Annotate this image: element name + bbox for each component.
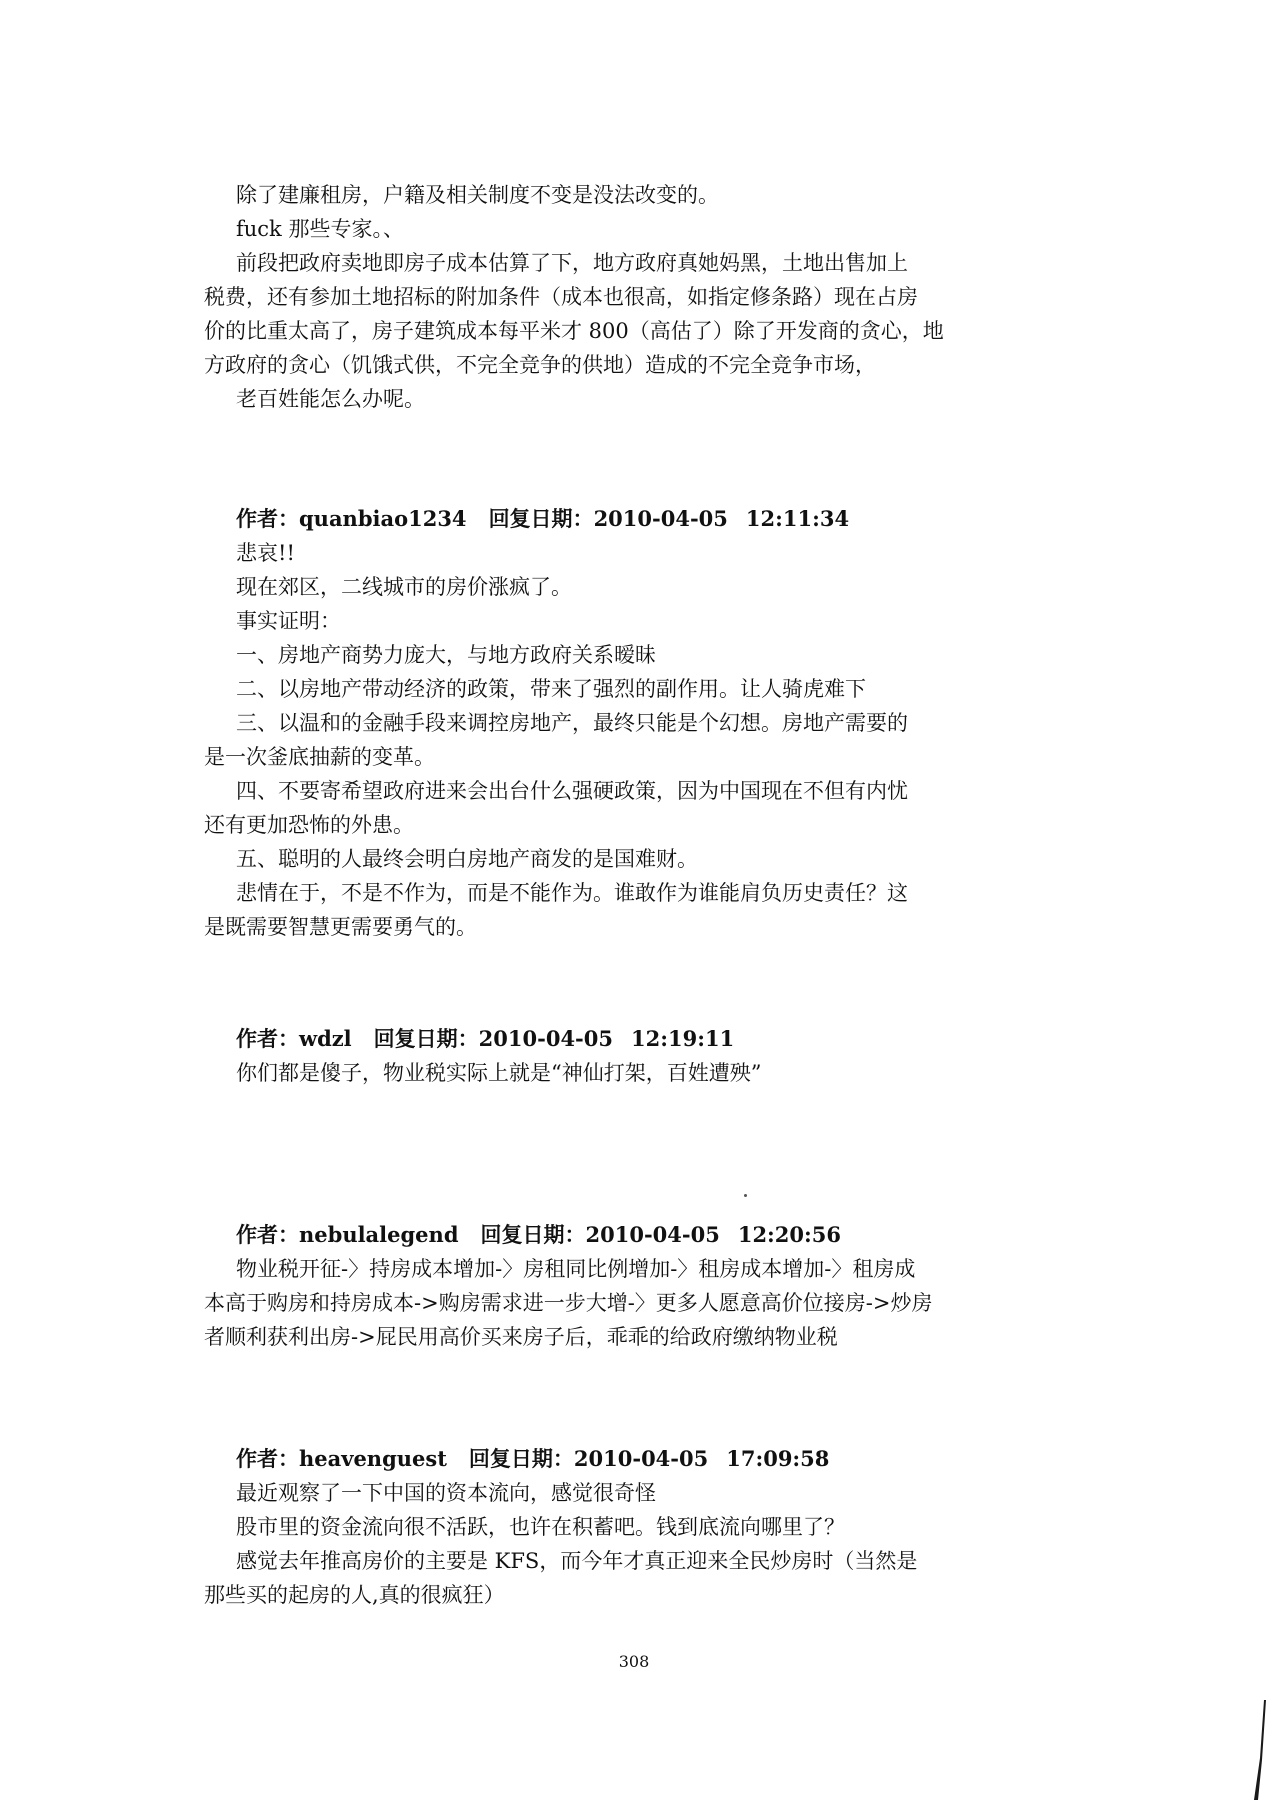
scan-edge-mark: [1248, 1700, 1268, 1800]
date-label: 回复日期：: [488, 506, 594, 531]
scan-speck: [744, 1194, 747, 1197]
post-wdzl: [204, 1022, 1054, 1090]
date-label: 回复日期：: [480, 1222, 586, 1247]
post-time: 17:09:58: [726, 1446, 830, 1471]
post-time: 12:20:56: [737, 1222, 842, 1247]
date-label: 回复日期：: [468, 1446, 574, 1471]
text-line: 是一次釜底抽薪的变革。: [204, 745, 435, 769]
text-line: 二、以房地产带动经济的政策，带来了强烈的副作用。让人骑虎难下: [236, 677, 866, 701]
intro-block: [204, 178, 1054, 416]
text-line: 是既需要智慧更需要勇气的。: [204, 915, 477, 939]
text-line: 那些买的起房的人,真的很疯狂）: [204, 1583, 505, 1607]
text-line: fuck 那些专家。、: [236, 217, 404, 241]
post-heavenguest: [204, 1442, 1054, 1612]
text-line: 感觉去年推高房价的主要是 KFS，而今年才真正迎来全民炒房时（当然是: [236, 1549, 918, 1573]
post-time: 12:11:34: [745, 506, 850, 531]
post-header: [204, 1218, 1054, 1252]
text-line: 老百姓能怎么办呢。: [236, 387, 425, 411]
text-line: 者顺利获利出房->屁民用高价买来房子后，乖乖的给政府缴纳物业税: [204, 1325, 838, 1349]
author-label: 作者：: [236, 1222, 299, 1247]
author-label: 作者：: [236, 506, 299, 531]
post-header: [204, 502, 1054, 536]
post-date: 2010-04-05: [478, 1026, 613, 1051]
text-line: 物业税开征-〉持房成本增加-〉房租同比例增加-〉租房成本增加-〉租房成: [236, 1257, 916, 1281]
author-name: nebulalegend: [299, 1222, 459, 1247]
text-line: 一、房地产商势力庞大，与地方政府关系暧昧: [236, 643, 656, 667]
author-name: quanbiao1234: [299, 506, 467, 531]
text-line: 税费，还有参加土地招标的附加条件（成本也很高，如指定修条路）现在占房: [204, 285, 918, 309]
author-name: wdzl: [299, 1026, 352, 1051]
text-line: 本高于购房和持房成本->购房需求进一步大增-〉更多人愿意高价位接房->炒房: [204, 1291, 933, 1315]
post-header: [204, 1022, 1054, 1056]
text-line: 除了建廉租房，户籍及相关制度不变是没法改变的。: [236, 183, 719, 207]
text-line: 悲哀!!: [236, 541, 295, 565]
text-line: 前段把政府卖地即房子成本估算了下，地方政府真她妈黑，土地出售加上: [236, 251, 908, 275]
text-line: 最近观察了一下中国的资本流向，感觉很奇怪: [236, 1481, 656, 1505]
post-date: 2010-04-05: [593, 506, 728, 531]
text-line: 股市里的资金流向很不活跃，也许在积蓄吧。钱到底流向哪里了？: [236, 1515, 845, 1539]
post-nebulalegend: [204, 1218, 1054, 1354]
author-name: heavenguest: [299, 1446, 447, 1471]
text-line: 悲情在于，不是不作为，而是不能作为。谁敢作为谁能肩负历史责任？这: [236, 881, 908, 905]
text-line: 价的比重太高了，房子建筑成本每平米才 800（高估了）除了开发商的贪心，地: [204, 319, 944, 343]
post-date: 2010-04-05: [585, 1222, 720, 1247]
author-label: 作者：: [236, 1446, 299, 1471]
text-line: 四、不要寄希望政府进来会出台什么强硬政策，因为中国现在不但有内忧: [236, 779, 908, 803]
page-number: 308: [618, 1652, 650, 1671]
date-label: 回复日期：: [373, 1026, 479, 1051]
text-line: 五、聪明的人最终会明白房地产商发的是国难财。: [236, 847, 698, 871]
post-header: [204, 1442, 1054, 1476]
author-label: 作者：: [236, 1026, 299, 1051]
post-date: 2010-04-05: [573, 1446, 709, 1471]
text-line: 现在郊区，二线城市的房价涨疯了。: [236, 575, 572, 599]
post-time: 12:19:11: [631, 1026, 735, 1051]
post-quanbiao1234: [204, 502, 1054, 944]
text-line: 你们都是傻子，物业税实际上就是“神仙打架，百姓遭殃”: [236, 1061, 762, 1085]
text-line: 方政府的贪心（饥饿式供，不完全竞争的供地）造成的不完全竞争市场，: [204, 353, 876, 377]
text-line: 三、以温和的金融手段来调控房地产，最终只能是个幻想。房地产需要的: [236, 711, 908, 735]
text-line: 还有更加恐怖的外患。: [204, 813, 414, 837]
text-line: 事实证明：: [236, 609, 341, 633]
